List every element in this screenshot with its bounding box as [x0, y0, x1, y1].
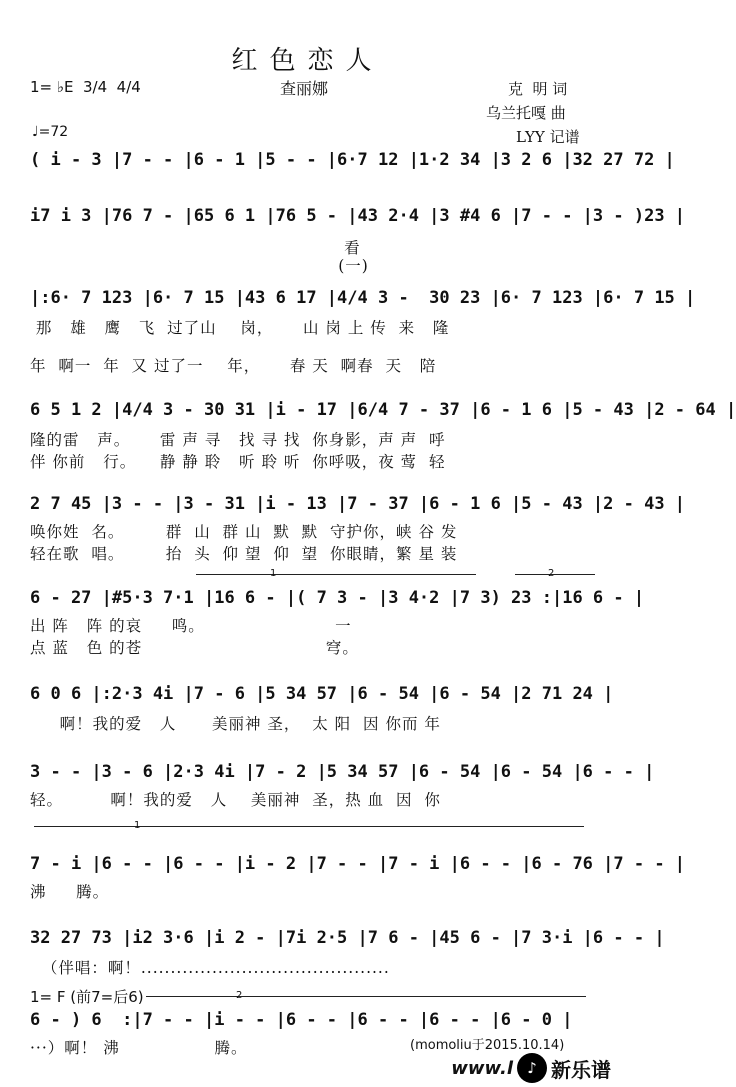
tempo-marking: ♩=72	[32, 124, 69, 140]
song-title: 红色恋人	[231, 46, 384, 76]
score-line-6: 6 - 27 |#5·3 7·1 |16 6 - |( 7 3 - |3 4·2 |7 3) 23 :|16 6 - |	[30, 588, 645, 608]
lyric-line-5a: 唤你姓 名。 群 山 群 山 默 默 守护你，峡 谷 发	[30, 523, 458, 541]
composer-credit: 乌兰托嘎 曲	[486, 104, 566, 122]
singer-name: 查丽娜	[280, 79, 329, 98]
score-line-11: 6 - ) 6 :|7 - - |i - - |6 - - |6 - - |6 - - |6 - 0 |	[30, 1010, 573, 1030]
footer-credit: (momoliu于2015.10.14)	[410, 1038, 565, 1053]
lyric-line-4b: 伴 你前 行。 静 静 聆 听 聆 听 你呼吸，夜 莺 轻	[30, 453, 446, 471]
lyric-line-4a: 隆的雷 声。 雷 声 寻 找 寻 找 你身影，声 声 呼	[30, 431, 446, 449]
lyricist-credit: 克 明 词	[508, 80, 568, 98]
lyric-line-2b: (一)	[30, 257, 369, 275]
watermark-brand: 新乐谱	[551, 1057, 611, 1082]
volta-1-label: 1	[270, 568, 277, 579]
score-line-10: 32 27 73 |i2 3·6 |i 2 - |7i 2·5 |7 6 - |45 6 - |7 3·i |6 - - |	[30, 928, 665, 948]
score-line-1: ( i - 3 |7 - - |6 - 1 |5 - - |6·7 12 |1·2 34 |3 2 6 |32 27 72 |	[30, 150, 675, 170]
modulation-marking: 1= F (前7=后6)	[30, 988, 144, 1006]
music-note-icon: ♪	[517, 1053, 547, 1083]
watermark	[451, 1053, 611, 1083]
transcriber-credit: LYY 记谱	[516, 128, 580, 146]
lyric-line-3b: 年 啊一 年 又 过了一 年， 春 天 啊春 天 陪	[30, 357, 437, 375]
score-line-8: 3 - - |3 - 6 |2·3 4i |7 - 2 |5 34 57 |6 - 54 |6 - 54 |6 - - |	[30, 762, 655, 782]
score-line-9: 7 - i |6 - - |6 - - |i - 2 |7 - - |7 - i |6 - - |6 - 76 |7 - - |	[30, 854, 686, 874]
volta-2-label: 2	[548, 568, 555, 579]
score-line-7: 6 0 6 |:2·3 4i |7 - 6 |5 34 57 |6 - 54 |6 - 54 |2 71 24 |	[30, 684, 614, 704]
lyric-line-10a: （伴唱：啊！..........................................	[30, 959, 390, 977]
lyric-line-9a: 沸 腾。	[30, 883, 110, 901]
volta-1-bracket	[196, 574, 476, 575]
lyric-line-8a: 轻。 啊！我的爱 人 美丽神 圣，热 血 因 你	[30, 791, 441, 809]
lyric-line-6b: 点 蓝 色 的苍 穹。	[30, 639, 359, 657]
lyric-line-7a: 啊！我的爱 人 美丽神 圣， 太 阳 因 你而 年	[30, 715, 441, 733]
key-signature: 1= ♭E 3/4 4/4	[30, 78, 141, 96]
watermark-url: www.l	[451, 1057, 513, 1079]
volta-1-bracket-b	[34, 826, 144, 827]
score-line-2: i7 i 3 |76 7 - |65 6 1 |76 5 - |43 2·4 |3 #4 6 |7 - - |3 - )23 |	[30, 206, 686, 226]
lyric-line-2a: 看	[30, 239, 361, 257]
lyric-line-3a: 那 雄 鹰 飞 过了山 岗， 山 岗 上 传 来 隆	[30, 319, 450, 337]
volta-2-bracket	[515, 574, 595, 575]
score-line-5: 2 7 45 |3 - - |3 - 31 |i - 13 |7 - 37 |6 - 1 6 |5 - 43 |2 - 43 |	[30, 494, 686, 514]
lyric-line-6a: 出 阵 阵 的哀 鸣。 一	[30, 617, 352, 635]
score-line-3: |:6· 7 123 |6· 7 15 |43 6 17 |4/4 3 - 30 23 |6· 7 123 |6· 7 15 |	[30, 288, 696, 308]
volta-1-label-b: 1	[134, 820, 141, 831]
score-line-4: 6 5 1 2 |4/4 3 - 30 31 |i - 17 |6/4 7 - 37 |6 - 1 6 |5 - 43 |2 - 64 |	[30, 400, 736, 420]
volta-1-bracket-c	[144, 826, 584, 827]
volta-2-label-b: 2	[236, 990, 243, 1001]
lyric-line-11a: ···）啊！ 沸 腾。	[30, 1039, 248, 1057]
volta-2-bracket-b	[146, 996, 586, 997]
lyric-line-5b: 轻在歌 唱。 抬 头 仰 望 仰 望 你眼睛，繁 星 装	[30, 545, 458, 563]
